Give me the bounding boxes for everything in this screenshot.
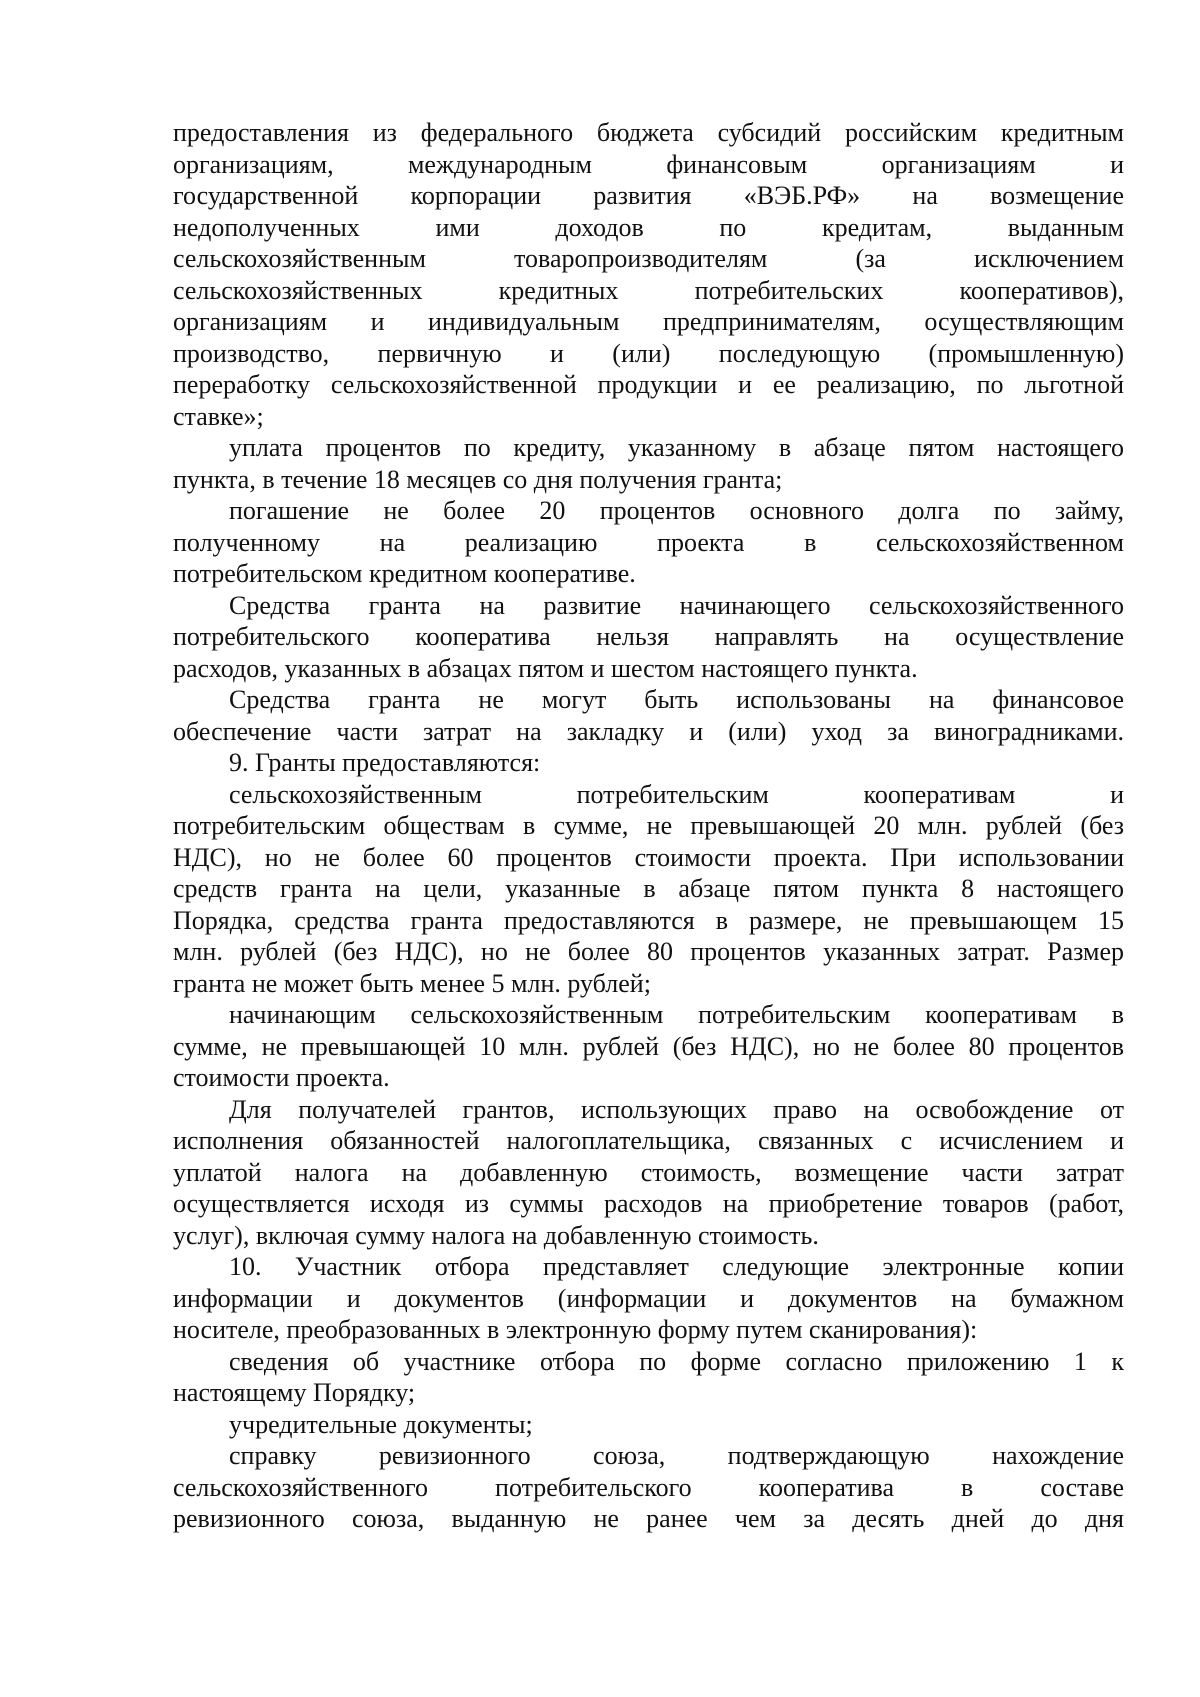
text-line-44: сельскохозяйственного потребительского кооператива в составе — [173, 1473, 1124, 1502]
text-line-25: средств гранта на цели, указанные в абзаце пятом пункта 8 настоящего — [173, 874, 1124, 903]
text-line-35: осуществляется исходя из суммы расходов на приобретение товаров (работ, — [173, 1189, 1124, 1218]
text-line-12: пункта, в течение 18 месяцев со дня получения гранта; — [173, 465, 783, 494]
text-line-10: ставке»; — [173, 402, 264, 431]
text-line-38: информации и документов (информации и документов на бумажном — [173, 1284, 1124, 1313]
text-line-23: потребительским обществам в сумме, не превышающей 20 млн. рублей (без — [173, 811, 1124, 840]
text-line-40: сведения об участнике отбора по форме согласно приложению 1 к — [229, 1347, 1124, 1376]
text-line-14: полученному на реализацию проекта в сельскохозяйственном — [173, 528, 1124, 557]
text-line-11: уплата процентов по кредиту, указанному в абзаце пятом настоящего — [229, 433, 1124, 462]
text-line-29: начинающим сельскохозяйственным потребительским кооперативам в — [229, 1000, 1124, 1029]
text-line-1: предоставления из федерального бюджета субсидий российским кредитным — [173, 118, 1124, 147]
text-line-33: исполнения обязанностей налогоплательщика, связанных с исчислением и — [173, 1126, 1124, 1155]
text-line-26: Порядка, средства гранта предоставляются в размере, не превышающем 15 — [173, 906, 1124, 935]
text-line-31: стоимости проекта. — [173, 1063, 390, 1092]
text-line-4: недополученных ими доходов по кредитам, выданным — [173, 213, 1124, 242]
text-line-30: сумме, не превышающей 10 млн. рублей (без НДС), но не более 80 процентов — [173, 1032, 1124, 1061]
text-line-41: настоящему Порядку; — [173, 1378, 416, 1407]
text-line-15: потребительском кредитном кооперативе. — [173, 559, 636, 588]
text-line-7: организациям и индивидуальным предпринимателям, осуществляющим — [173, 307, 1124, 336]
text-line-6: сельскохозяйственных кредитных потребительских кооперативов), — [173, 276, 1124, 305]
text-line-3: государственной корпорации развития «ВЭБ.РФ» на возмещение — [173, 181, 1124, 210]
text-line-20: обеспечение части затрат на закладку и (или) уход за виноградниками. — [173, 717, 1124, 746]
text-line-13: погашение не более 20 процентов основного долга по займу, — [229, 496, 1124, 525]
text-line-21: 9. Гранты предоставляются: — [229, 748, 541, 777]
text-line-17: потребительского кооператива нельзя направлять на осуществление — [173, 622, 1124, 651]
text-line-27: млн. рублей (без НДС), но не более 80 процентов указанных затрат. Размер — [173, 937, 1124, 966]
text-line-39: носителе, преобразованных в электронную форму путем сканирования): — [173, 1315, 978, 1344]
text-line-5: сельскохозяйственным товаропроизводителям (за исключением — [173, 244, 1124, 273]
text-line-22: сельскохозяйственным потребительским кооперативам и — [229, 780, 1124, 809]
text-line-43: справку ревизионного союза, подтверждающую нахождение — [229, 1441, 1124, 1470]
text-line-16: Средства гранта на развитие начинающего сельскохозяйственного — [229, 591, 1124, 620]
text-line-8: производство, первичную и (или) последующую (промышленную) — [173, 339, 1124, 368]
text-line-45: ревизионного союза, выданную не ранее чем за десять дней до дня — [173, 1504, 1124, 1533]
text-line-28: гранта не может быть менее 5 млн. рублей; — [173, 969, 651, 998]
text-line-37: 10. Участник отбора представляет следующие электронные копии — [229, 1252, 1124, 1281]
text-line-36: услуг), включая сумму налога на добавленную стоимость. — [173, 1221, 819, 1250]
text-line-2: организациям, международным финансовым организациям и — [173, 150, 1124, 179]
text-line-32: Для получателей грантов, использующих право на освобождение от — [229, 1095, 1124, 1124]
text-line-18: расходов, указанных в абзацах пятом и шестом настоящего пункта. — [173, 654, 918, 683]
text-line-24: НДС), но не более 60 процентов стоимости проекта. При использовании — [173, 843, 1124, 872]
text-line-9: переработку сельскохозяйственной продукции и ее реализацию, по льготной — [173, 370, 1124, 399]
text-line-42: учредительные документы; — [229, 1410, 533, 1439]
text-line-19: Средства гранта не могут быть использованы на финансовое — [229, 685, 1124, 714]
text-line-34: уплатой налога на добавленную стоимость, возмещение части затрат — [173, 1158, 1124, 1187]
